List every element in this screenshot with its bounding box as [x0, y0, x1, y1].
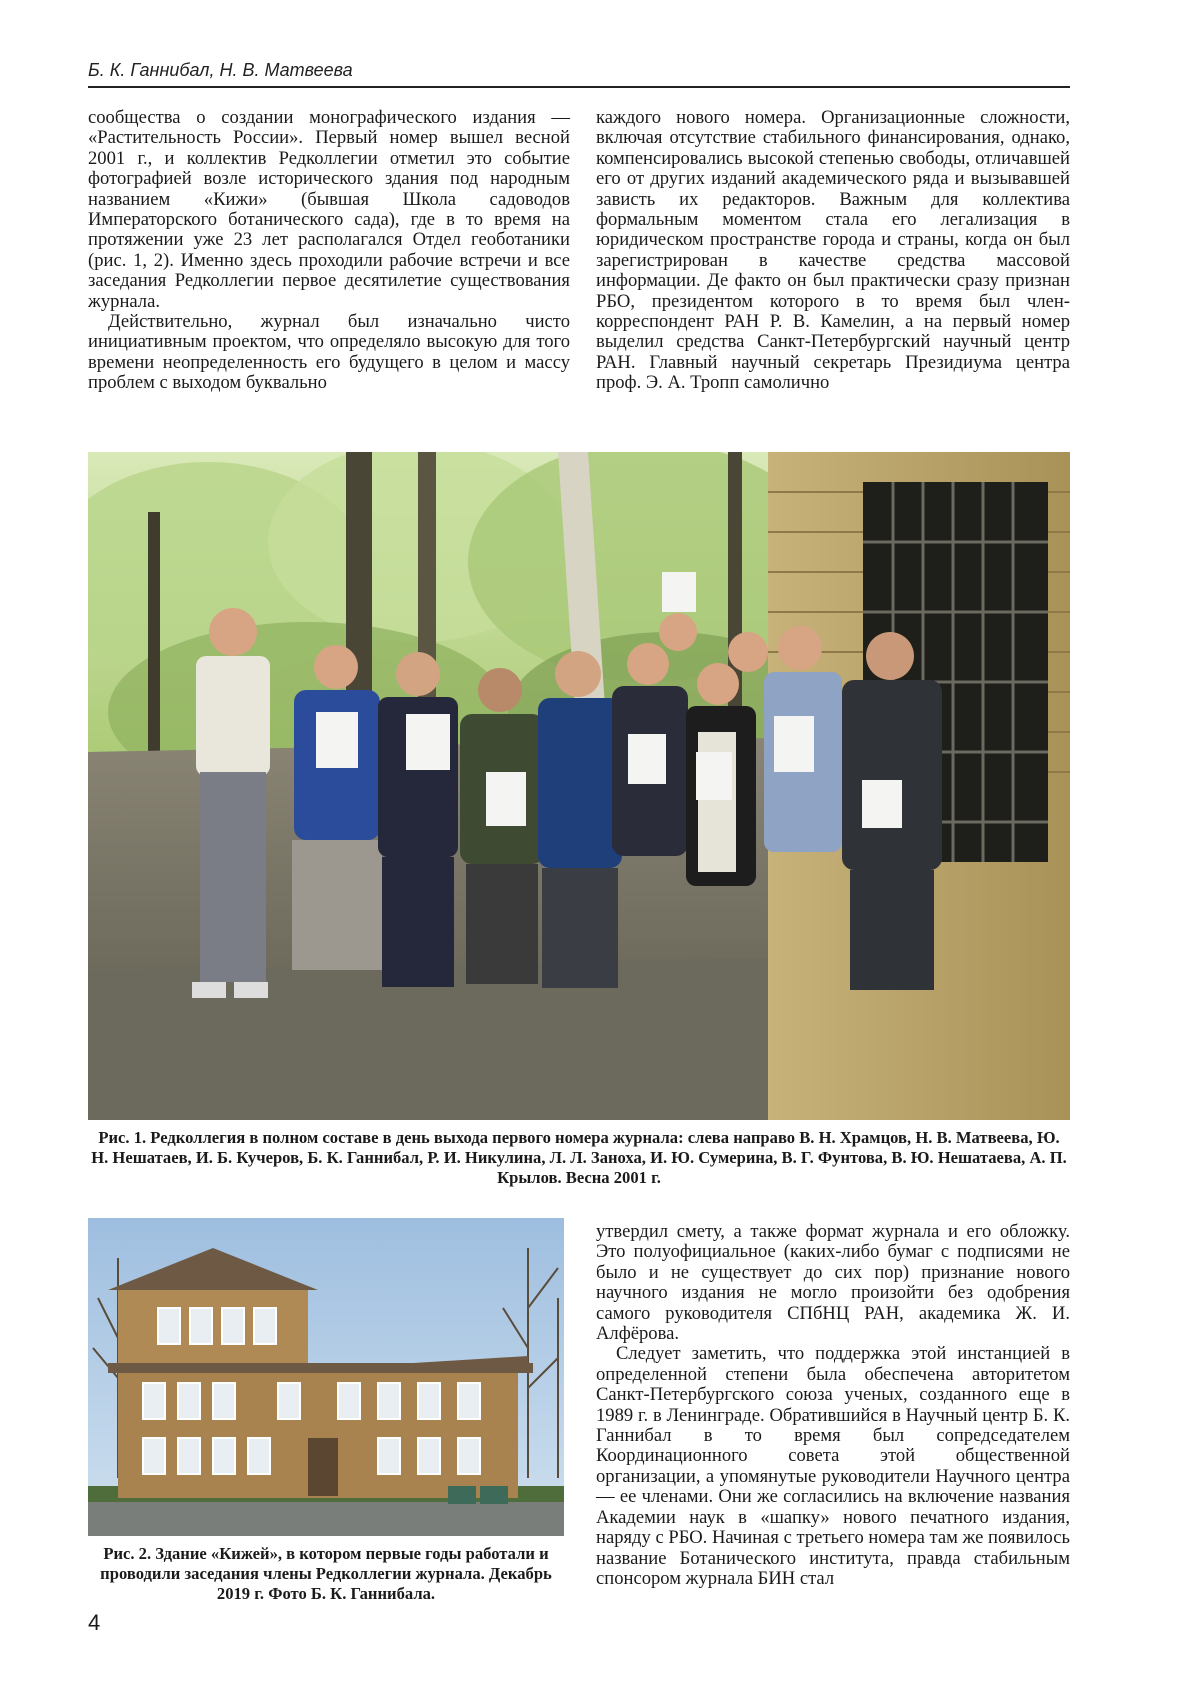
group-photo: [88, 452, 1070, 1120]
building-photo: [88, 1218, 564, 1536]
running-header: [88, 58, 1070, 88]
right-column-top: [596, 108, 1070, 394]
header-authors: Б. К. Ганнибал, Н. В. Матвеева: [88, 60, 353, 80]
figure-1-caption: Рис. 1. Редколлегия в полном составе в день выхода первого номера журнала: слева направо В. Н. Храмцов, Н. В. Матвеева, Ю. Н. Нешатаев, И. Б. Кучеров, Б. К. Ганнибал, Р. И. Никулина, Л. Л. Заноха, И. Ю. Сумерина, В. Г. Фунтова, В. Ю. Нешатаева, А. П. Крылов. Весна 2001 г.: [91, 1128, 1067, 1187]
paragraph: Действительно, журнал был изначально чисто инициативным проектом, что определяло высокую для того времени неопределенность его будущего в целом и массу проблем с выходом буквально: [88, 311, 570, 394]
paragraph: утвердил смету, а также формат журнала и его обложку. Это полуофициальное (каких-либо бумаг с подписями не было и не существует до сих пор) признание нового научного издания не могло произойти без одобрения самого руководителя СПбНЦ РАН, академика Ж. И. Алфёрова.: [596, 1221, 1070, 1345]
paragraph: Следует заметить, что поддержка этой инстанцией в определенной степени была обеспечена авторитетом Санкт-Петербургского союза ученых, созданного еще в 1989 г. в Ленинграде. Обратившийся в Научный центр Б. К. Ганнибал в то время был сопредседателем Координационного совета этой общественной организации, а упомянутые руководители Научного центра — ее членами. Они же согласились на включение названия Академии наук в «шапку» нового печатного издания, наряду с РБО. Начиная с третьего номера там же появилось название Ботанического института, правда стабильным спонсором журнала БИН стал: [596, 1343, 1070, 1589]
left-column-top: [88, 108, 570, 394]
paragraph: сообщества о создании монографического издания — «Растительность России». Первый номер вышел весной 2001 г., и коллектив Редколлегии отметил это событие фотографией возле исторического здания под народным названием «Кижи» (бывшая Школа садоводов Императорского ботанического сада), где в то время на протяжении уже 23 лет располагался Отдел геоботаники (рис. 1, 2). Именно здесь проходили рабочие встречи и все заседания Редколлегии первое десятилетие существования журнала.: [88, 107, 570, 312]
figure-2-caption: Рис. 2. Здание «Кижей», в котором первые годы работали и проводили заседания члены Редколлегии журнала. Декабрь 2019 г. Фото Б. К. Ганнибала.: [100, 1544, 552, 1603]
paragraph: каждого нового номера. Организационные сложности, включая отсутствие стабильного финансирования, однако, компенсировались высокой степенью свободы, отличавшей его от других изданий академического ряда и вызывавшей зависть их редакторов. Важным для коллектива формальным моментом стала его легализация в юридическом пространстве города и страны, когда он был зарегистрирован в качестве средства массовой информации. Де факто он был практически сразу признан РБО, президентом которого в то время был член-корреспондент РАН Р. В. Камелин, а на первый номер выделил средства Санкт-Петербургский научный центр РАН. Главный научный секретарь Президиума центра проф. Э. А. Тропп самолично: [596, 107, 1070, 394]
right-column-bottom: [596, 1222, 1070, 1589]
page-number: 4: [88, 1610, 101, 1635]
